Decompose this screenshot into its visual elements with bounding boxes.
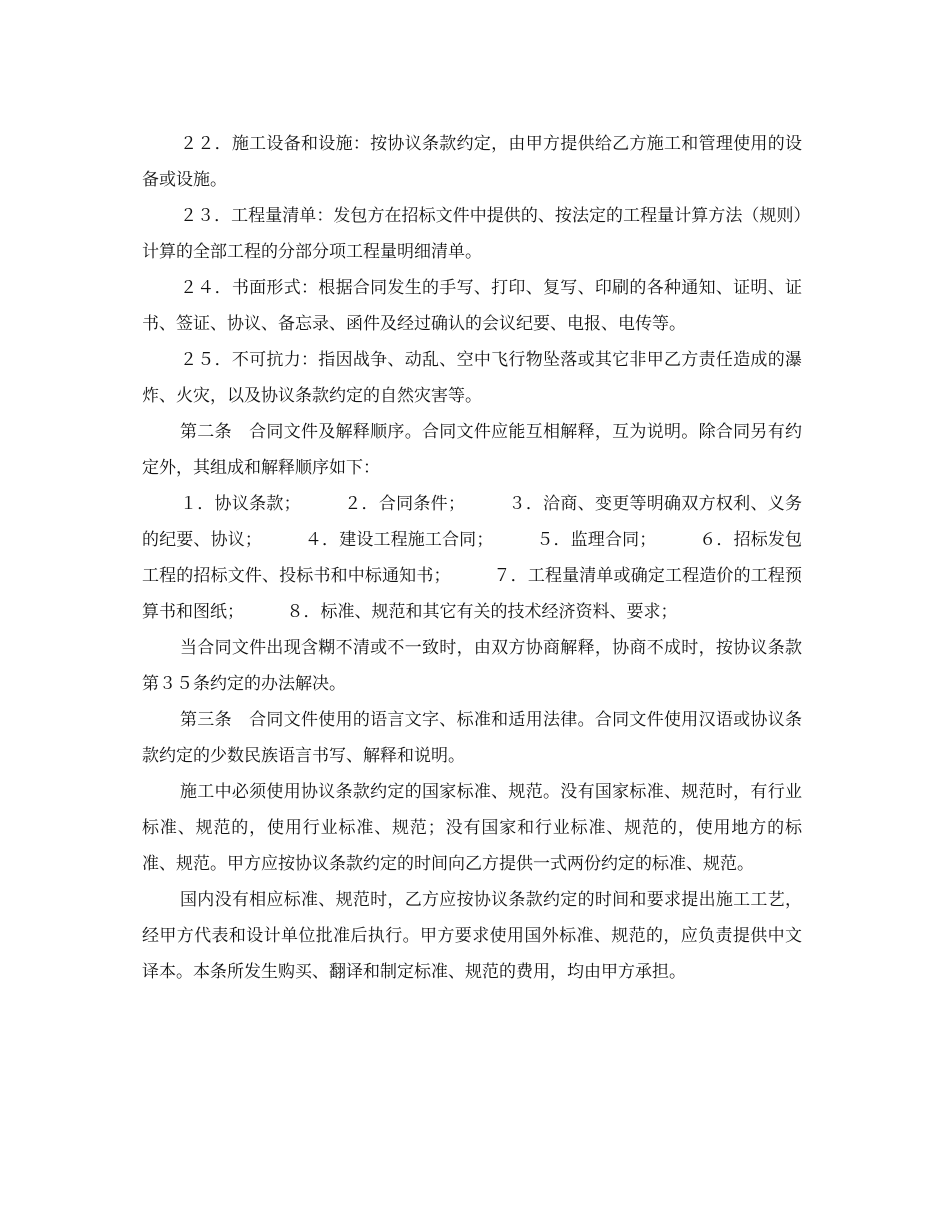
standards-paragraph: 施工中必须使用协议条款约定的国家标准、规范。没有国家标准、规范时，有行业标准、规范的，使用行业标准、规范；没有国家和行业标准、规范的，使用地方的标准、规范。甲方应按协议条款约定的时间向乙方提供一式两份约定的标准、规范。 (142, 782, 802, 874)
clause-23-paragraph: ２３．工程量清单：发包方在招标文件中提供的、按法定的工程量计算方法（规则）计算的全部工程的分部分项工程量明细清单。 (142, 206, 802, 262)
clause-24-paragraph: ２４．书面形式：根据合同发生的手写、打印、复写、印刷的各种通知、证明、证书、签证、协议、备忘录、函件及经过确认的会议纪要、电报、电传等。 (142, 278, 802, 334)
article-3-paragraph: 第三条 合同文件使用的语言文字、标准和适用法律。合同文件使用汉语或协议条款约定的少数民族语言书写、解释和说明。 (142, 710, 802, 766)
clause-25-paragraph: ２５．不可抗力：指因战争、动乱、空中飞行物坠落或其它非甲乙方责任造成的瀑炸、火灾，以及协议条款约定的自然灾害等。 (142, 350, 802, 406)
ambiguity-resolution-paragraph: 当合同文件出现含糊不清或不一致时，由双方协商解释，协商不成时，按协议条款第３５条约定的办法解决。 (142, 638, 802, 694)
clause-22-paragraph: ２２．施工设备和设施：按协议条款约定，由甲方提供给乙方施工和管理使用的设备或设施。 (142, 134, 802, 190)
document-page (142, 126, 802, 990)
foreign-standards-paragraph: 国内没有相应标准、规范时，乙方应按协议条款约定的时间和要求提出施工工艺，经甲方代表和设计单位批准后执行。甲方要求使用国外标准、规范的，应负责提供中文译本。本条所发生购买、翻译和制定标准、规范的费用，均由甲方承担。 (142, 890, 802, 982)
article-2-paragraph: 第二条 合同文件及解释顺序。合同文件应能互相解释，互为说明。除合同另有约定外，其组成和解释顺序如下： (142, 422, 802, 478)
document-order-list-paragraph: １．协议条款； ２．合同条件； ３．洽商、变更等明确双方权利、义务的纪要、协议； ４．建设工程施工合同； ５．监理合同； ６．招标发包工程的招标文件、投标书和中标通知书； ７．工程量清单或确定工程造价的工程预算书和图纸； ８．标准、规范和其它有关的技术经济资料、要求； (142, 494, 802, 622)
